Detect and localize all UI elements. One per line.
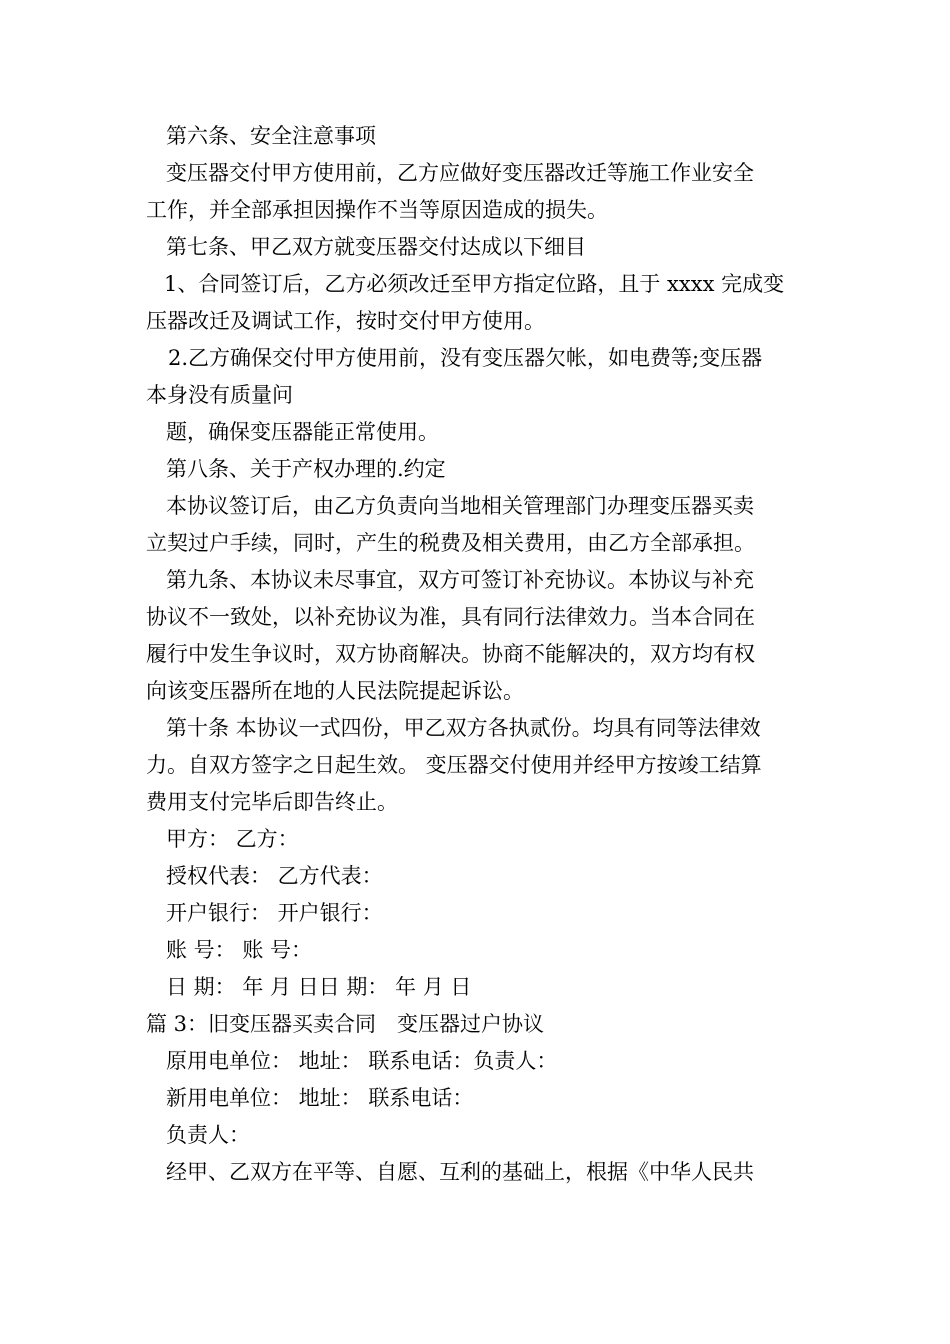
article-10-line: 第十条 本协议一式四份，甲乙双方各执贰份。均具有同等法律效 [166, 716, 761, 740]
paragraph-line: 向该变压器所在地的人民法院提起诉讼。 [146, 679, 524, 703]
responsible-person-line: 负责人： [166, 1123, 250, 1147]
paragraph-line: 2.乙方确保交付甲方使用前，没有变压器欠帐，如电费等;变压器 [168, 346, 763, 370]
paragraph-line: 工作，并全部承担因操作不当等原因造成的损失。 [146, 198, 608, 222]
paragraph-line: 协议不一致处，以补充协议为准，具有同行法律效力。当本合同在 [146, 605, 755, 629]
signature-bank-line: 开户银行： 开户银行： [166, 901, 383, 925]
paragraph-line: 本身没有质量问 [146, 383, 293, 407]
paragraph-line: 变压器交付甲方使用前，乙方应做好变压器改迁等施工作业安全 [166, 161, 754, 185]
new-unit-line: 新用电单位： 地址： 联系电话： [166, 1086, 474, 1110]
paragraph-line: 履行中发生争议时，双方协商解决。协商不能解决的，双方均有权 [146, 642, 755, 666]
paragraph-line: 1、合同签订后，乙方必须改迁至甲方指定位路，且于 xxxx 完成变 [164, 272, 785, 296]
section-3-title: 篇 3：旧变压器买卖合同 变压器过户协议 [146, 1012, 545, 1036]
paragraph-line: 力。自双方签字之日起生效。 变压器交付使用并经甲方按竣工结算 [146, 753, 762, 777]
signature-party-line: 甲方： 乙方： [166, 827, 299, 851]
paragraph-line: 费用支付完毕后即告终止。 [146, 790, 398, 814]
signature-representative-line: 授权代表： 乙方代表： [166, 864, 383, 888]
article-6-heading: 第六条、安全注意事项 [166, 124, 376, 148]
article-9-line: 第九条、本协议未尽事宜，双方可签订补充协议。本协议与补充 [166, 568, 754, 592]
paragraph-line: 压器改迁及调试工作，按时交付甲方使用。 [146, 309, 545, 333]
original-unit-line: 原用电单位： 地址： 联系电话：负责人： [166, 1049, 558, 1073]
paragraph-line: 题，确保变压器能正常使用。 [166, 420, 439, 444]
signature-date-line: 日 期： 年 月 日日 期： 年 月 日 [166, 975, 472, 999]
signature-account-line: 账 号： 账 号： [166, 938, 313, 962]
paragraph-line: 经甲、乙双方在平等、自愿、互利的基础上，根据《中华人民共 [166, 1160, 754, 1184]
paragraph-line: 立契过户手续，同时，产生的税费及相关费用，由乙方全部承担。 [146, 531, 755, 555]
paragraph-line: 本协议签订后，由乙方负责向当地相关管理部门办理变压器买卖 [166, 494, 754, 518]
article-8-heading: 第八条、关于产权办理的.约定 [166, 457, 446, 481]
article-7-heading: 第七条、甲乙双方就变压器交付达成以下细目 [166, 235, 586, 259]
